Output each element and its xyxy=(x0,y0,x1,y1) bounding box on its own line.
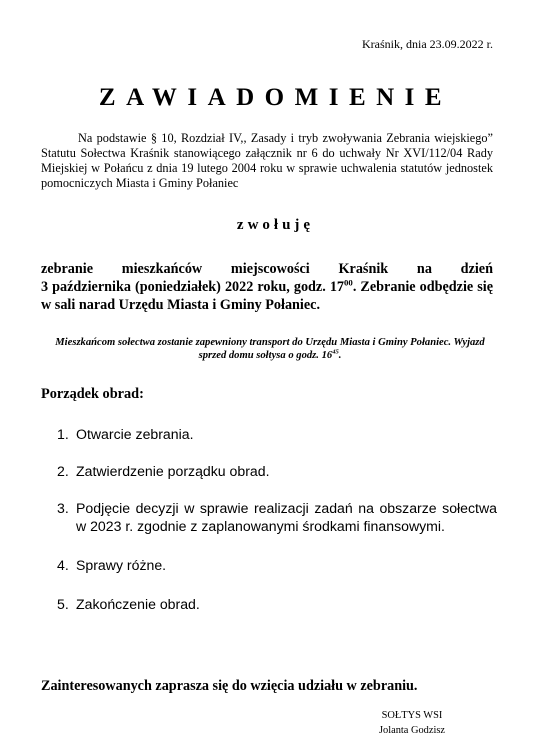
agenda-item-text: Zakończenie obrad. xyxy=(76,596,200,612)
departure-time-minutes: 45 xyxy=(332,348,339,356)
agenda-item-number: 1. xyxy=(57,426,69,442)
agenda-item xyxy=(57,462,497,480)
agenda-item-number: 2. xyxy=(57,463,69,479)
agenda-list xyxy=(57,424,497,613)
invitation-text: Zainteresowanych zaprasza się do wzięcia udziału w zebraniu. xyxy=(41,678,418,694)
transport-text: Mieszkańcom sołectwa zostanie zapewniony transport do Urzędu Miasta i Gminy Połaniec. Wyjazd sprzed domu sołtysa o godz. 16 xyxy=(55,337,485,361)
legal-basis-text: Na podstawie § 10, Rozdział IV,, Zasady i tryb zwoływania Zebrania wiejskiego” Statutu Sołectwa Kraśnik stanowiącego załącznik nr 6 do uchwały Nr XVI/112/04 Rady Miejskiej w Połańcu z dnia 19 lutego 2004 roku w sprawie uchwalenia statutów jednostek pomocniczych Miasta i Gminy Połaniec xyxy=(41,131,493,190)
signature-block xyxy=(362,708,462,738)
meeting-time-minutes: 00 xyxy=(344,277,353,288)
agenda-heading: Porządek obrad: xyxy=(41,386,144,402)
signatory-name: Jolanta Godzisz xyxy=(378,725,446,736)
agenda-item-number: 3. xyxy=(57,500,69,516)
agenda-item-text: Zatwierdzenie porządku obrad. xyxy=(76,463,270,479)
agenda-item-text: Otwarcie zebrania. xyxy=(76,426,194,442)
place-and-date: Kraśnik, dnia 23.09.2022 r. xyxy=(362,37,493,51)
meeting-venue-text: . Zebranie odbędzie się w sali narad Urzędu Miasta i Gminy Połaniec. xyxy=(41,279,494,313)
agenda-item-number: 5. xyxy=(57,596,69,612)
agenda-item xyxy=(57,556,497,574)
transport-end: . xyxy=(338,350,342,361)
convening-word: zwołuję xyxy=(236,217,315,233)
agenda-item xyxy=(57,595,497,613)
legal-basis-paragraph xyxy=(41,131,493,191)
agenda-item xyxy=(57,499,497,535)
transport-note xyxy=(48,336,492,362)
document-title: ZAWIADOMIENIE xyxy=(98,84,453,111)
agenda-item xyxy=(57,425,497,443)
meeting-announcement xyxy=(41,260,493,314)
agenda-item-number: 4. xyxy=(57,557,69,573)
agenda-item-text: Sprawy różne. xyxy=(76,557,167,573)
meeting-date-text: 3 października (poniedziałek) 2022 roku, godz. 17 xyxy=(41,279,345,295)
meeting-line-1: zebranie mieszkańców miejscowości Kraśnik na dzień xyxy=(41,261,493,277)
agenda-item-text: Podjęcie decyzji w sprawie realizacji zadań na obszarze sołectwa w 2023 r. zgodnie z zaplanowanymi środkami finansowymi. xyxy=(76,500,497,534)
signatory-role: SOŁTYS WSI xyxy=(381,710,443,721)
